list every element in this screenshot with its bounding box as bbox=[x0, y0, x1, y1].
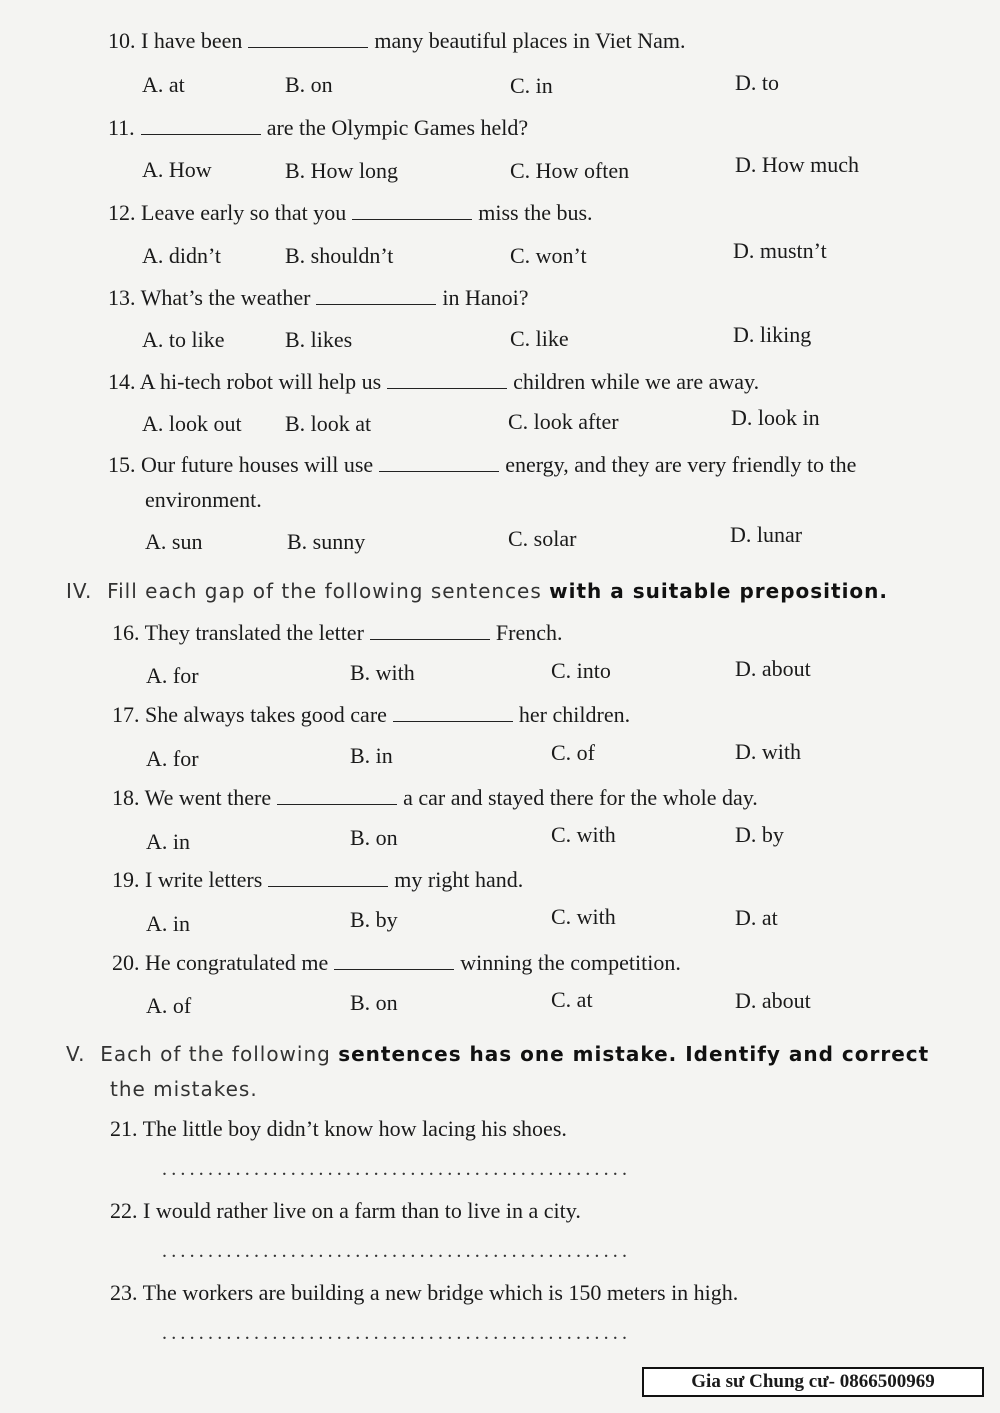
answer-blank[interactable] bbox=[393, 703, 513, 722]
option-10b[interactable]: B. on bbox=[285, 72, 333, 97]
option-19d[interactable]: D. at bbox=[735, 905, 778, 930]
option-12c[interactable]: C. won’t bbox=[510, 243, 587, 268]
answer-blank[interactable] bbox=[268, 868, 388, 887]
option-14c[interactable]: C. look after bbox=[508, 409, 619, 434]
question-12: 12. Leave early so that you miss the bus. bbox=[108, 200, 593, 225]
question-22: 22. I would rather live on a farm than to live in a city. bbox=[110, 1198, 581, 1223]
section-iv-heading: IV. Fill each gap of the following sentences with a suitable preposition. bbox=[66, 579, 888, 603]
option-17c[interactable]: C. of bbox=[551, 740, 595, 765]
answer-line-22[interactable]: ................................................... bbox=[162, 1240, 632, 1262]
option-20a[interactable]: A. of bbox=[146, 993, 192, 1018]
option-14d[interactable]: D. look in bbox=[731, 405, 820, 430]
option-18d[interactable]: D. by bbox=[735, 822, 784, 847]
option-11a[interactable]: A. How bbox=[142, 157, 212, 182]
answer-blank[interactable] bbox=[387, 370, 507, 389]
option-16a[interactable]: A. for bbox=[146, 663, 199, 688]
option-19c[interactable]: C. with bbox=[551, 904, 616, 929]
option-19b[interactable]: B. by bbox=[350, 907, 398, 932]
question-13: 13. What’s the weather in Hanoi? bbox=[108, 285, 529, 310]
question-20: 20. He congratulated me winning the competition. bbox=[112, 950, 681, 975]
question-15-continuation: environment. bbox=[145, 487, 262, 512]
answer-blank[interactable] bbox=[334, 951, 454, 970]
option-20d[interactable]: D. about bbox=[735, 988, 811, 1013]
answer-blank[interactable] bbox=[379, 453, 499, 472]
option-15d[interactable]: D. lunar bbox=[730, 522, 803, 547]
section-v-heading: V. Each of the following sentences has one mistake. Identify and correct bbox=[66, 1042, 930, 1066]
question-11: 11. are the Olympic Games held? bbox=[108, 115, 529, 140]
question-18: 18. We went there a car and stayed there for the whole day. bbox=[112, 785, 758, 810]
option-13a[interactable]: A. to like bbox=[142, 327, 225, 352]
answer-blank[interactable] bbox=[277, 786, 397, 805]
option-10d[interactable]: D. to bbox=[735, 70, 779, 95]
option-11c[interactable]: C. How often bbox=[510, 158, 630, 183]
option-13d[interactable]: D. liking bbox=[733, 322, 812, 347]
question-10: 10. I have been many beautiful places in Viet Nam. bbox=[108, 28, 686, 53]
answer-line-23[interactable]: ................................................... bbox=[162, 1322, 632, 1344]
answer-blank[interactable] bbox=[141, 116, 261, 135]
answer-blank[interactable] bbox=[248, 29, 368, 48]
option-14b[interactable]: B. look at bbox=[285, 411, 372, 436]
option-12b[interactable]: B. shouldn’t bbox=[285, 243, 394, 268]
option-11d[interactable]: D. How much bbox=[735, 152, 860, 177]
option-20c[interactable]: C. at bbox=[551, 987, 593, 1012]
option-10a[interactable]: A. at bbox=[142, 72, 185, 97]
option-15c[interactable]: C. solar bbox=[508, 526, 577, 551]
option-15a[interactable]: A. sun bbox=[145, 529, 203, 554]
option-18b[interactable]: B. on bbox=[350, 825, 398, 850]
option-15b[interactable]: B. sunny bbox=[287, 529, 366, 554]
footer-label: Gia sư Chung cư- 0866500969 bbox=[642, 1367, 984, 1397]
option-20b[interactable]: B. on bbox=[350, 990, 398, 1015]
option-13c[interactable]: C. like bbox=[510, 326, 569, 351]
answer-line-21[interactable]: ................................................... bbox=[162, 1158, 632, 1180]
question-21: 21. The little boy didn’t know how lacing his shoes. bbox=[110, 1116, 567, 1141]
option-11b[interactable]: B. How long bbox=[285, 158, 399, 183]
question-23: 23. The workers are building a new bridge which is 150 meters in high. bbox=[110, 1280, 739, 1305]
option-12d[interactable]: D. mustn’t bbox=[733, 238, 827, 263]
option-17a[interactable]: A. for bbox=[146, 746, 199, 771]
question-15: 15. Our future houses will use energy, and they are very friendly to the bbox=[108, 452, 857, 477]
question-17: 17. She always takes good care her children. bbox=[112, 702, 631, 727]
option-10c[interactable]: C. in bbox=[510, 73, 553, 98]
option-16b[interactable]: B. with bbox=[350, 660, 415, 685]
option-16d[interactable]: D. about bbox=[735, 656, 811, 681]
option-17b[interactable]: B. in bbox=[350, 743, 393, 768]
option-14a[interactable]: A. look out bbox=[142, 411, 242, 436]
option-18c[interactable]: C. with bbox=[551, 822, 616, 847]
answer-blank[interactable] bbox=[316, 286, 436, 305]
option-17d[interactable]: D. with bbox=[735, 739, 801, 764]
question-16: 16. They translated the letter French. bbox=[112, 620, 563, 645]
answer-blank[interactable] bbox=[352, 201, 472, 220]
question-14: 14. A hi-tech robot will help us children while we are away. bbox=[108, 369, 760, 394]
question-19: 19. I write letters my right hand. bbox=[112, 867, 524, 892]
section-v-heading-line2: the mistakes. bbox=[110, 1077, 258, 1101]
option-16c[interactable]: C. into bbox=[551, 658, 611, 683]
option-19a[interactable]: A. in bbox=[146, 911, 190, 936]
option-18a[interactable]: A. in bbox=[146, 829, 190, 854]
answer-blank[interactable] bbox=[370, 621, 490, 640]
option-13b[interactable]: B. likes bbox=[285, 327, 353, 352]
option-12a[interactable]: A. didn’t bbox=[142, 243, 222, 268]
